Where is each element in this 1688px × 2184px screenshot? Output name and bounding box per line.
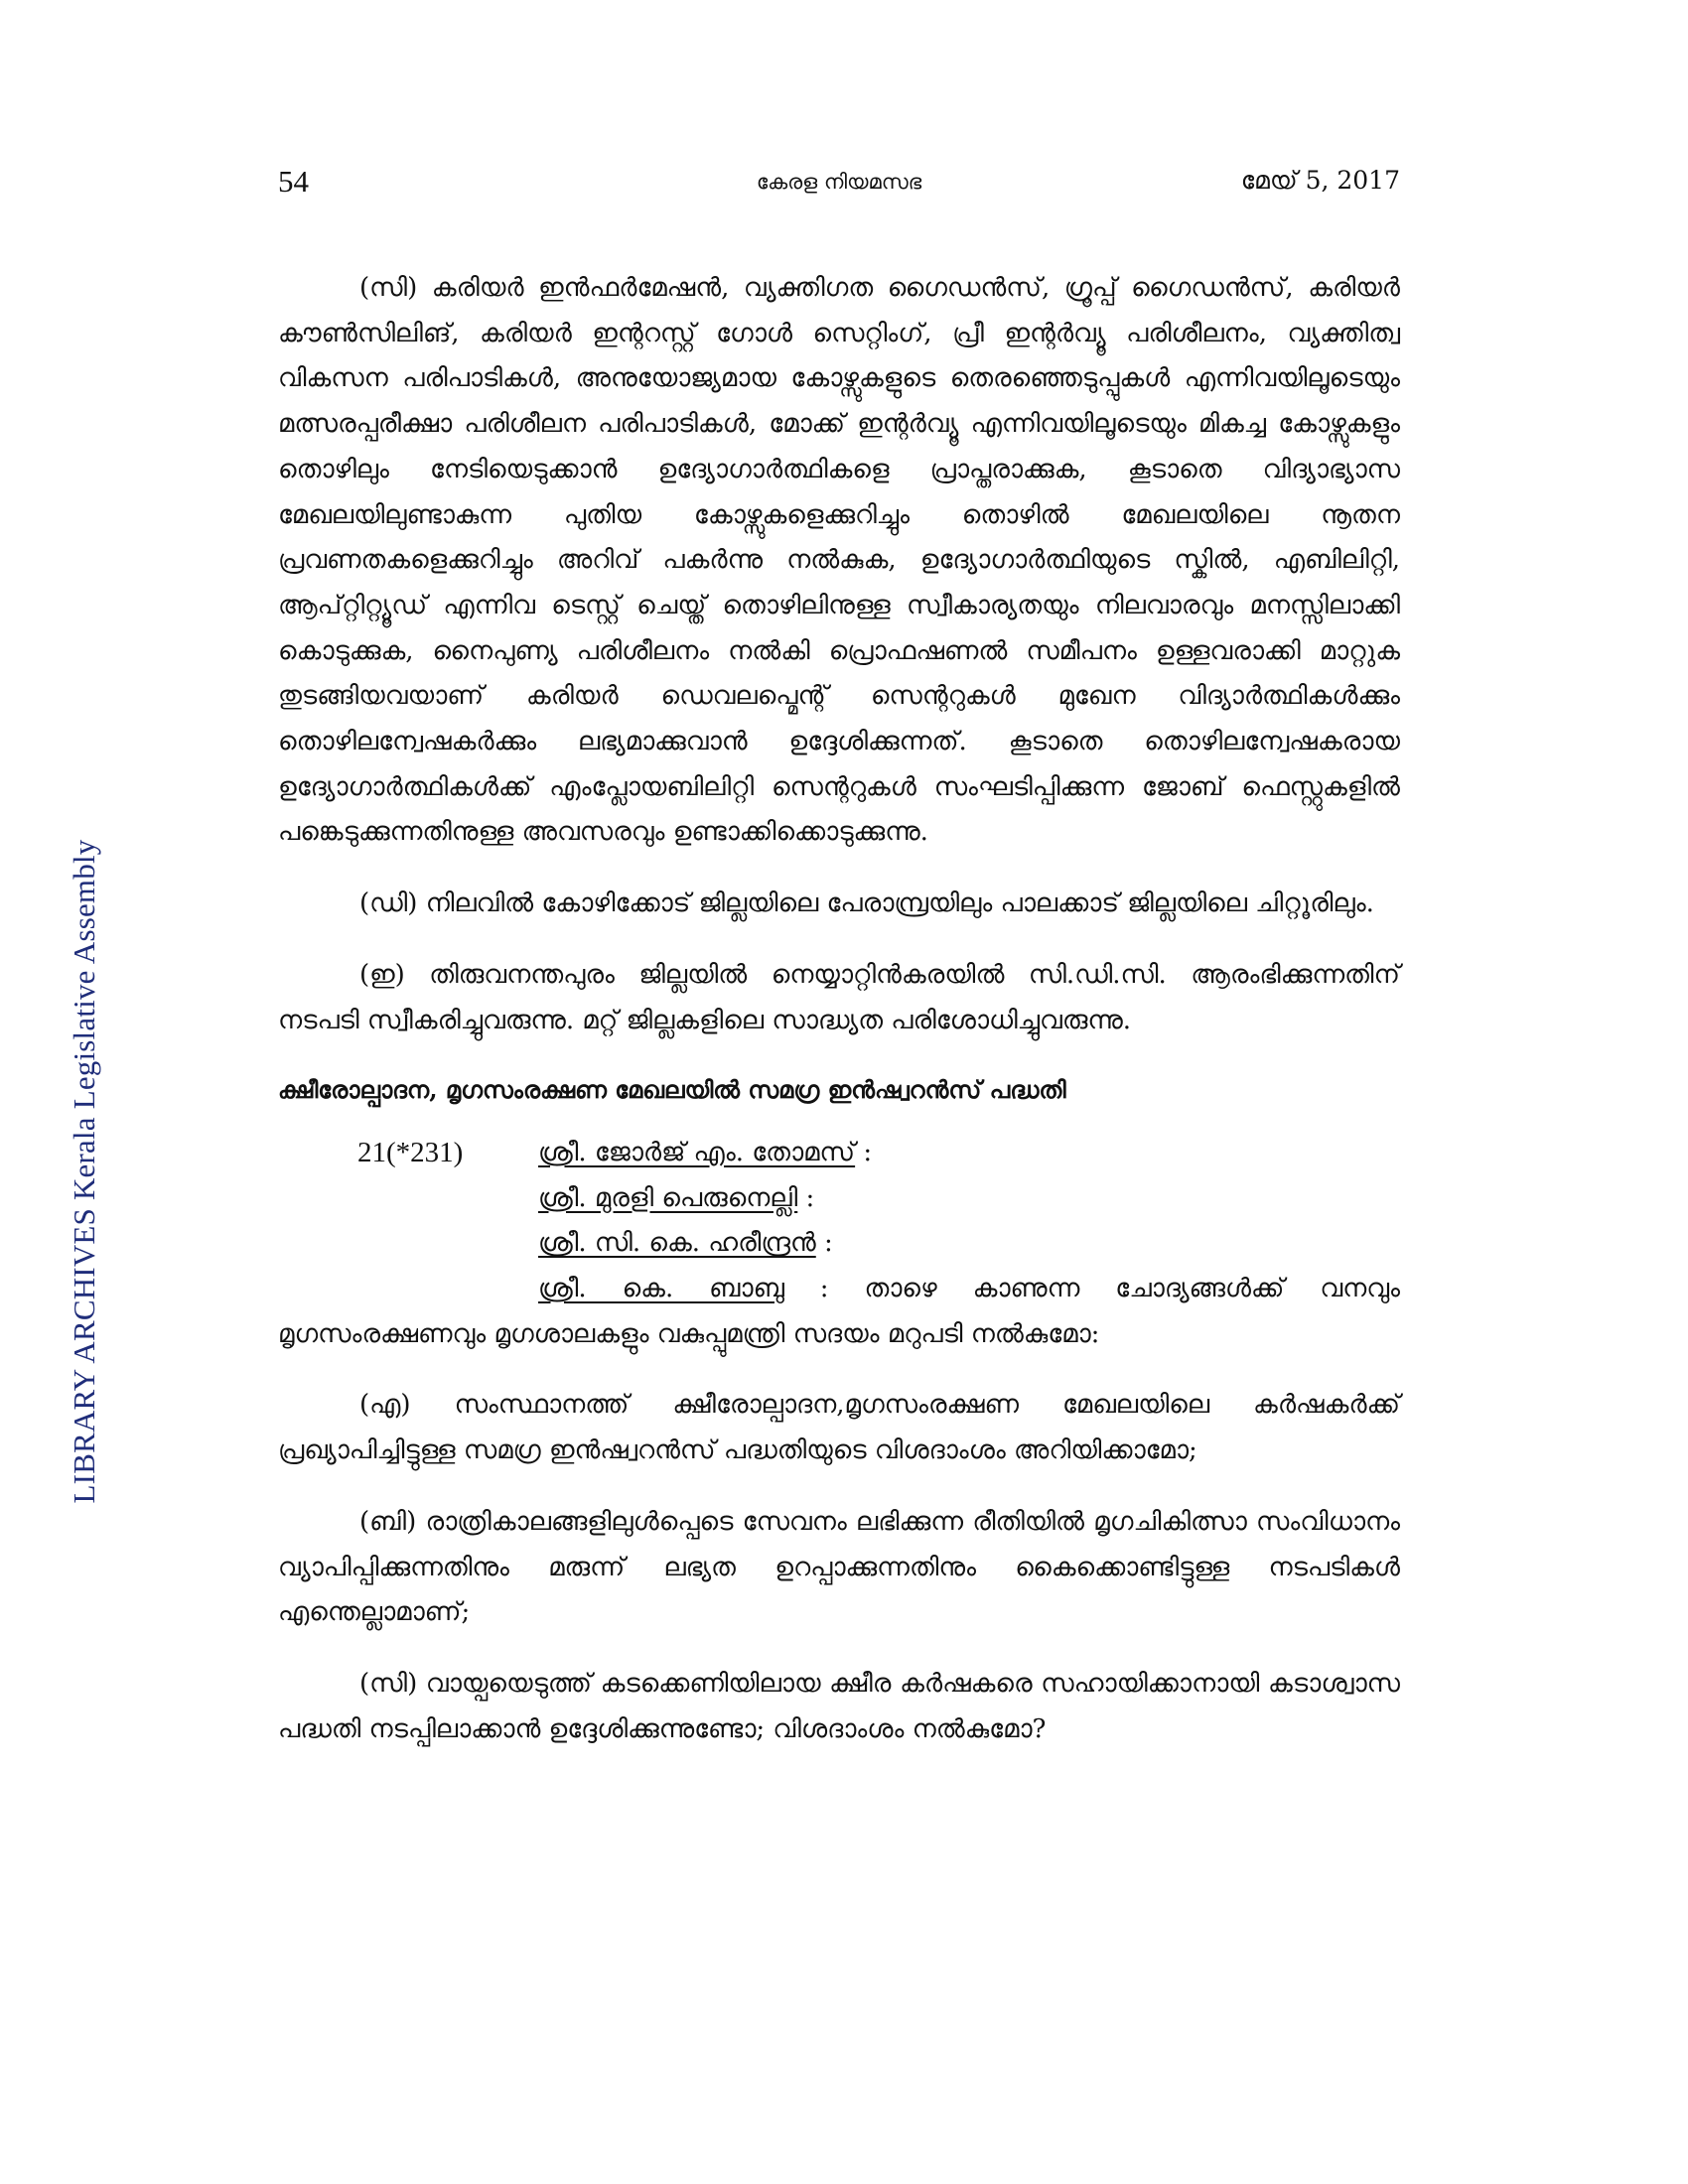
member-separator: : [797,1182,815,1213]
archive-watermark [67,839,144,1504]
member-name: ശ്രീ. സി. കെ. ഹരീന്ദ്രൻ [538,1228,816,1259]
question-member-row [278,1176,1400,1222]
header-date: മേയ് 5, 2017 [1240,166,1400,195]
answer-paragraph-c: (സി) കരിയർ ഇൻഫർമേഷൻ, വ്യക്തിഗത ഗൈഡൻസ്, ഗ്രൂപ്പ് ഗൈഡൻസ്, കരിയർ കൗൺസിലിങ്, കരിയർ ഇന്ററസ്റ്റ് ഗോൾ സെറ്റിംഗ്, പ്രീ ഇന്റർവ്യൂ പരിശീലനം, വ്യക്തിത്വ വികസന പരിപാടികൾ, അനുയോജ്യമായ കോഴ്സുകളുടെ തെരഞ്ഞെടുപ്പുകൾ എന്നിവയിലൂടെയും മത്സരപ്പരീക്ഷാ പരിശീലന പരിപാടികൾ, മോക്ക് ഇന്റർവ്യൂ എന്നിവയിലൂടെയും മികച്ച കോഴ്സുകളും തൊഴിലും നേടിയെടുക്കാൻ ഉദ്യോഗാർത്ഥികളെ പ്രാപ്തരാക്കുക, കൂടാതെ വിദ്യാഭ്യാസ മേഖലയിലുണ്ടാകുന്ന പുതിയ കോഴ്സുകളെക്കുറിച്ചും തൊഴിൽ മേഖലയിലെ നൂതന പ്രവണതകളെക്കുറിച്ചും അറിവ് പകർന്നു നൽകുക, ഉദ്യോഗാർത്ഥിയുടെ സ്കിൽ, എബിലിറ്റി, ആപ്റ്റിറ്റ്യൂഡ് എന്നിവ ടെസ്റ്റ് ചെയ്ത് തൊഴിലിനുള്ള സ്വീകാര്യതയും നിലവാരവും മനസ്സിലാക്കി കൊടുക്കുക, നൈപുണ്യ പരിശീലനം നൽകി പ്രൊഫഷണൽ സമീപനം ഉള്ളവരാക്കി മാറ്റുക തുടങ്ങിയവയാണ് കരിയർ ഡെവലപ്മെന്റ് സെന്ററുകൾ മുഖേന വിദ്യാർത്ഥികൾക്കും തൊഴിലന്വേഷകർക്കും ലഭ്യമാക്കുവാൻ ഉദ്ദേശിക്കുന്നത്. കൂടാതെ തൊഴിലന്വേഷകരായ ഉദ്യോഗാർത്ഥികൾക്ക് എംപ്ലോയബിലിറ്റി സെന്ററുകൾ സംഘടിപ്പിക്കുന്ന ജോബ് ഫെസ്റ്റുകളിൽ പങ്കെടുക്കുന്നതിനുള്ള അവസരവും ഉണ്ടാക്കിക്കൊടുക്കുന്നു. [278,273,1400,848]
question-member [538,1131,872,1176]
answer-paragraph-e: (ഇ) തിരുവനന്തപുരം ജില്ലയിൽ നെയ്യാറ്റിൻകരയിൽ സി.ഡി.സി. ആരംഭിക്കുന്നതിന് നടപടി സ്വീകരിച്ചുവരുന്നു. മറ്റ് ജില്ലകളിലെ സാദ്ധ്യത പരിശോധിച്ചുവരുന്നു. [278,959,1400,1035]
page-number: 54 [278,164,309,199]
question-heading: ക്ഷീരോല്പാദന, മൃഗസംരക്ഷണ മേഖലയിൽ സമഗ്ര ഇൻഷ്വറൻസ് പദ്ധതി [278,1075,1066,1105]
question-part-a: (എ) സംസ്ഥാനത്ത് ക്ഷീരോല്പാദന,മൃഗസംരക്ഷണ മേഖലയിലെ കർഷകർക്ക് പ്രഖ്യാപിച്ചിട്ടുള്ള സമഗ്ര ഇൻഷ്വറൻസ് പദ്ധതിയുടെ വിശദാംശം അറിയിക്കാമോ; [278,1390,1400,1466]
member-name: ശ്രീ. ജോർജ് എം. തോമസ് [538,1137,856,1167]
question-member-row [278,1131,1400,1176]
archive-watermark-text: LIBRARY ARCHIVES Kerala Legislative Assembly [67,839,101,1504]
member-separator: : [855,1137,873,1167]
page-body [278,266,1400,1752]
header-title: കേരള നിയമസഭ [756,170,922,194]
question-member-row [278,1221,1400,1267]
question-part-c: (സി) വായ്പയെടുത്ത് കടക്കെണിയിലായ ക്ഷീര കർഷകരെ സഹായിക്കാനായി കടാശ്വാസ പദ്ധതി നടപ്പിലാക്കാൻ ഉദ്ദേശിക്കുന്നുണ്ടോ; വിശദാംശം നൽകുമോ? [278,1668,1400,1744]
question-number: 21(*231) [357,1136,464,1168]
page-header [278,164,1400,213]
question-intro [278,1267,1400,1357]
question-part-b: (ബി) രാത്രികാലങ്ങളിലുൾപ്പെടെ സേവനം ലഭിക്കുന്ന രീതിയിൽ മൃഗചികിത്സാ സംവിധാനം വ്യാപിപ്പിക്കുന്നതിനും മരുന്ന് ലഭ്യത ഉറപ്പാക്കുന്നതിനും കൈക്കൊണ്ടിട്ടുള്ള നടപടികൾ എന്തെല്ലാമാണ്; [278,1506,1400,1628]
member-separator: : [815,1228,833,1259]
question-block [278,1131,1400,1357]
member-name: ശ്രീ. കെ. ബാബു [538,1274,784,1304]
question-member [538,1176,814,1222]
question-intro-text: : താഴെ കാണുന്ന ചോദ്യങ്ങൾക്ക് വനവും മൃഗസംരക്ഷണവും മൃഗശാലകളും വകുപ്പുമന്ത്രി സദയം മറുപടി നൽകുമോ: [278,1274,1400,1349]
question-member [538,1221,833,1267]
answer-paragraph-d: (ഡി) നിലവിൽ കോഴിക്കോട് ജില്ലയിലെ പേരാമ്പ്രയിലും പാലക്കാട് ജില്ലയിലെ ചിറ്റൂരിലും. [359,888,1374,919]
member-name: ശ്രീ. മുരളി പെരുനെല്ലി [538,1182,798,1213]
